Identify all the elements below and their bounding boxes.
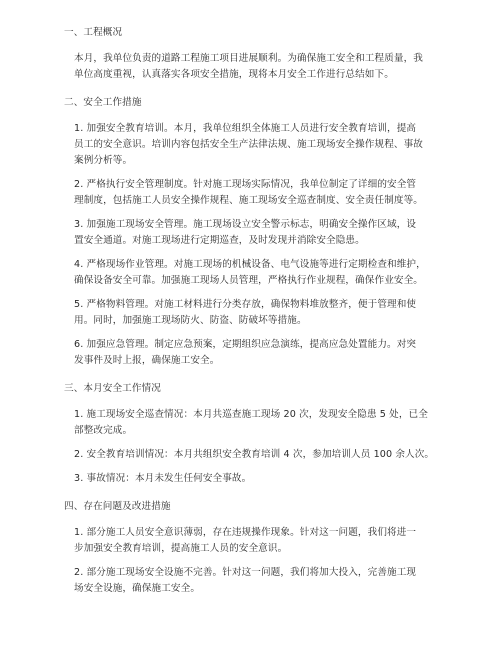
paragraph-line: 1. 加强安全教育培训。本月，我单位组织全体施工人员进行安全教育培训，提高 xyxy=(74,123,417,134)
paragraph-line: 部整改完成。 xyxy=(74,425,133,436)
paragraph-line: 本月，我单位负责的道路工程施工项目进展顺利。为确保施工安全和工程质量，我 xyxy=(74,53,423,64)
paragraph-line: 步加强安全教育培训，提高施工人员的安全意识。 xyxy=(74,543,288,554)
paragraph-line: 理制度，包括施工人员安全操作规程、施工现场安全巡查制度、安全责任制度等。 xyxy=(74,195,423,206)
section-heading-monthly-status: 三、本月安全工作情况 xyxy=(64,383,161,394)
paragraph-line: 1. 施工现场安全巡查情况：本月共巡查施工现场 20 次，发现安全隐患 5 处，已全 xyxy=(74,409,428,420)
paragraph-line: 2. 部分施工现场安全设施不完善。针对这一问题，我们将加大投入，完善施工现 xyxy=(74,567,417,578)
paragraph-line: 2. 安全教育培训情况：本月共组织安全教育培训 4 次，参加培训人员 100 余人次。 xyxy=(74,449,435,460)
paragraph-line: 置安全通道。对施工现场进行定期巡查，及时发现并消除安全隐患。 xyxy=(74,235,365,246)
paragraph-line: 4. 严格现场作业管理。对施工现场的机械设备、电气设施等进行定期检查和维护， xyxy=(74,259,426,270)
section-heading-overview: 一、工程概况 xyxy=(64,27,123,38)
section-heading-issues: 四、存在问题及改进措施 xyxy=(64,501,171,512)
paragraph-line: 5. 严格物料管理。对施工材料进行分类存放，确保物料堆放整齐，便于管理和使 xyxy=(74,299,417,310)
paragraph-line: 员工的安全意识。培训内容包括安全生产法律法规、施工现场安全操作规程、事故 xyxy=(74,139,423,150)
paragraph-line: 单位高度重视，认真落实各项安全措施，现将本月安全工作进行总结如下。 xyxy=(74,69,394,80)
paragraph-line: 3. 加强施工现场安全管理。施工现场设立安全警示标志，明确安全操作区域，设 xyxy=(74,219,417,230)
paragraph-line: 1. 部分施工人员安全意识薄弱，存在违规操作现象。针对这一问题，我们将进一 xyxy=(74,527,417,538)
paragraph-line: 2. 严格执行安全管理制度。针对施工现场实际情况，我单位制定了详细的安全管 xyxy=(74,179,417,190)
paragraph-line: 案例分析等。 xyxy=(74,155,133,166)
paragraph-line: 确保设备安全可靠。加强施工现场人员管理，严格执行作业规程，确保作业安全。 xyxy=(74,275,423,286)
paragraph-line: 用。同时，加强施工现场防火、防盗、防破坏等措施。 xyxy=(74,315,307,326)
paragraph-line: 3. 事故情况：本月未发生任何安全事故。 xyxy=(74,473,252,484)
paragraph-line: 6. 加强应急管理。制定应急预案，定期组织应急演练，提高应急处置能力。对突 xyxy=(74,339,417,350)
paragraph-line: 发事件及时上报，确保施工安全。 xyxy=(74,355,220,366)
section-heading-safety-measures: 二、安全工作措施 xyxy=(64,97,142,108)
paragraph-line: 场安全设施，确保施工安全。 xyxy=(74,583,201,594)
